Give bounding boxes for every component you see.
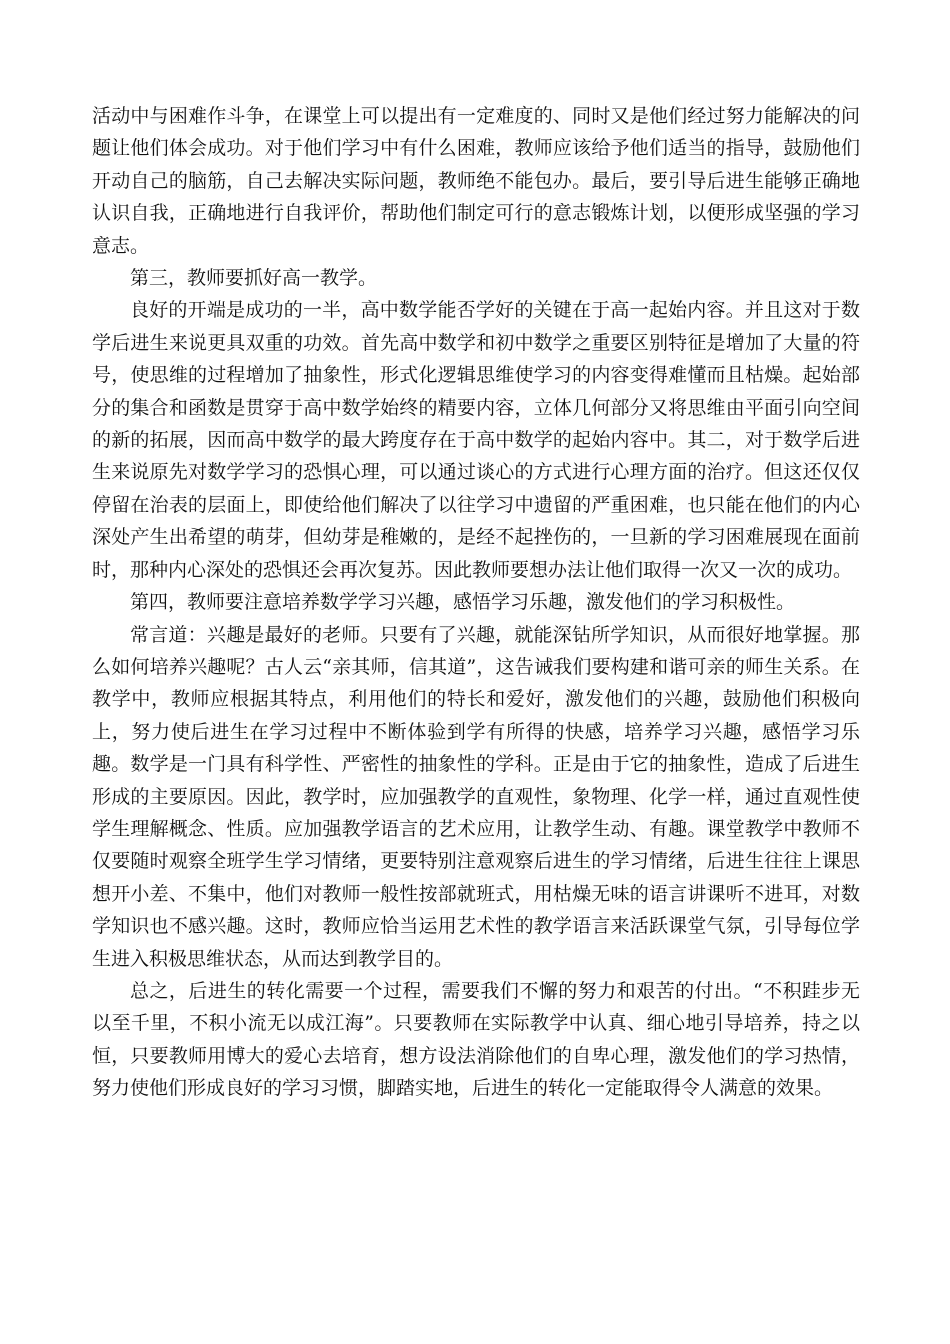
paragraph-continuation: 活动中与困难作斗争，在课堂上可以提出有一定难度的、同时又是他们经过努力能解决的问题让他们体会成功。对于他们学习中有什么困难，教师应该给予他们适当的指导，鼓励他们开动自己的脑筋，自己去解决实际问题，教师绝不能包办。最后，要引导后进生能够正确地认识自我，正确地进行自我评价，帮助他们制定可行的意志锻炼计划，以便形成坚强的学习意志。 — [92, 105, 860, 257]
paragraph-good-start: 良好的开端是成功的一半，高中数学能否学好的关键在于高一起始内容。并且这对于数学后进生来说更具双重的功效。首先高中数学和初中数学之重要区别特征是增加了大量的符号，使思维的过程增加了抽象性，形式化逻辑思维使学习的内容变得难懂而且枯燥。起始部分的集合和函数是贯穿于高中数学始终的精要内容，立体几何部分又将思维由平面引向空间的新的拓展，因而高中数学的最大跨度存在于高中数学的起始内容中。其二，对于数学后进生来说原先对数学学习的恐惧心理，可以通过谈心的方式进行心理方面的治疗。但这还仅仅停留在治表的层面上，即使给他们解决了以往学习中遗留的严重困难，也只能在他们的内心深处产生出希望的萌芽，但幼芽是稚嫩的，是经不起挫伤的，一旦新的学习困难展现在面前时，那种内心深处的恐惧还会再次复苏。因此教师要想办法让他们取得一次又一次的成功。 — [92, 299, 860, 581]
section-heading-third: 第三，教师要抓好高一教学。 — [130, 267, 378, 290]
paragraph-interest: 常言道：兴趣是最好的老师。只要有了兴趣，就能深钻所学知识，从而很好地掌握。那么如何培养兴趣呢？古人云“亲其师，信其道”，这告诫我们要构建和谐可亲的师生关系。在教学中，教师应根据其特点，利用他们的特长和爱好，激发他们的兴趣，鼓励他们积极向上，努力使后进生在学习过程中不断体验到学有所得的快感，培养学习兴趣，感悟学习乐趣。数学是一门具有科学性、严密性的抽象性的学科。正是由于它的抽象性，造成了后进生形成的主要原因。因此，教学时，应加强教学的直观性，象物理、化学一样，通过直观性使学生理解概念、性质。应加强教学语言的艺术应用，让教学生动、有趣。课堂教学中教师不仅要随时观察全班学生学习情绪，更要特别注意观察后进生的学习情绪，后进生往往上课思想开小差、不集中，他们对教师一般性按部就班式，用枯燥无味的语言讲课听不进耳，对数学知识也不感兴趣。这时，教师应恰当运用艺术性的教学语言来活跃课堂气氛，引导每位学生进入积极思维状态，从而达到教学目的。 — [92, 623, 860, 970]
section-heading-fourth: 第四，教师要注意培养数学学习兴趣，感悟学习乐趣，激发他们的学习积极性。 — [130, 591, 796, 614]
document-body — [92, 100, 860, 1105]
paragraph-conclusion: 总之，后进生的转化需要一个过程，需要我们不懈的努力和艰苦的付出。“不积跬步无以至千里，不积小流无以成江海”。只要教师在实际教学中认真、细心地引导培养，持之以恒，只要教师用博大的爱心去培育，想方设法消除他们的自卑心理，激发他们的学习热情，努力使他们形成良好的学习习惯，脚踏实地，后进生的转化一定能取得令人满意的效果。 — [92, 979, 860, 1100]
